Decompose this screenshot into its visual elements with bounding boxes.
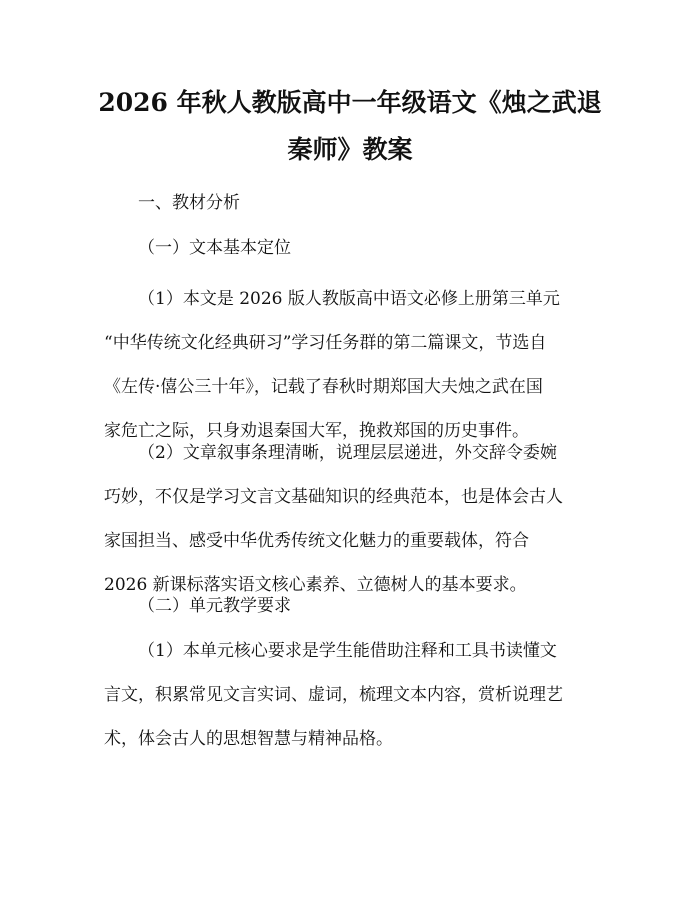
paragraph-2-line: 巧妙，不仅是学习文言文基础知识的经典范本，也是体会古人 — [104, 487, 563, 507]
paragraph-2-line: （2）文章叙事条理清晰，说理层层递进，外交辞令委婉 — [138, 443, 557, 463]
subsection-heading-unit-requirements: （二）单元教学要求 — [138, 596, 291, 616]
paragraph-1-line: （1）本文是 2026 版人教版高中语文必修上册第三单元 — [138, 289, 560, 309]
paragraph-2-line: 家国担当、感受中华优秀传统文化魅力的重要载体，符合 — [104, 531, 529, 551]
paragraph-1-line: 《左传·僖公三十年》，记载了春秋时期郑国大夫烛之武在国 — [104, 377, 543, 397]
paragraph-2 — [104, 441, 604, 597]
paragraph-1-line: 家危亡之际，只身劝退秦国大军，挽救郑国的历史事件。 — [104, 421, 529, 441]
section-heading-textbook-analysis: 一、教材分析 — [138, 193, 240, 213]
document-title-line-2: 秦师》教案 — [287, 135, 413, 164]
subsection-heading-text-positioning: （一）文本基本定位 — [138, 238, 291, 258]
paragraph-3-line: （1）本单元核心要求是学生能借助注释和工具书读懂文 — [138, 641, 557, 661]
paragraph-2-line: 2026 新课标落实语文核心素养、立德树人的基本要求。 — [104, 575, 527, 595]
paragraph-3-line: 术，体会古人的思想智慧与精神品格。 — [104, 729, 393, 749]
paragraph-3 — [104, 639, 604, 751]
document-title-line-1: 2026 年秋人教版高中一年级语文《烛之武退 — [98, 88, 602, 117]
paragraph-1-line: “中华传统文化经典研习”学习任务群的第二篇课文，节选自 — [104, 333, 547, 353]
paragraph-1 — [104, 287, 604, 443]
paragraph-3-line: 言文，积累常见文言实词、虚词，梳理文本内容，赏析说理艺 — [104, 685, 563, 705]
